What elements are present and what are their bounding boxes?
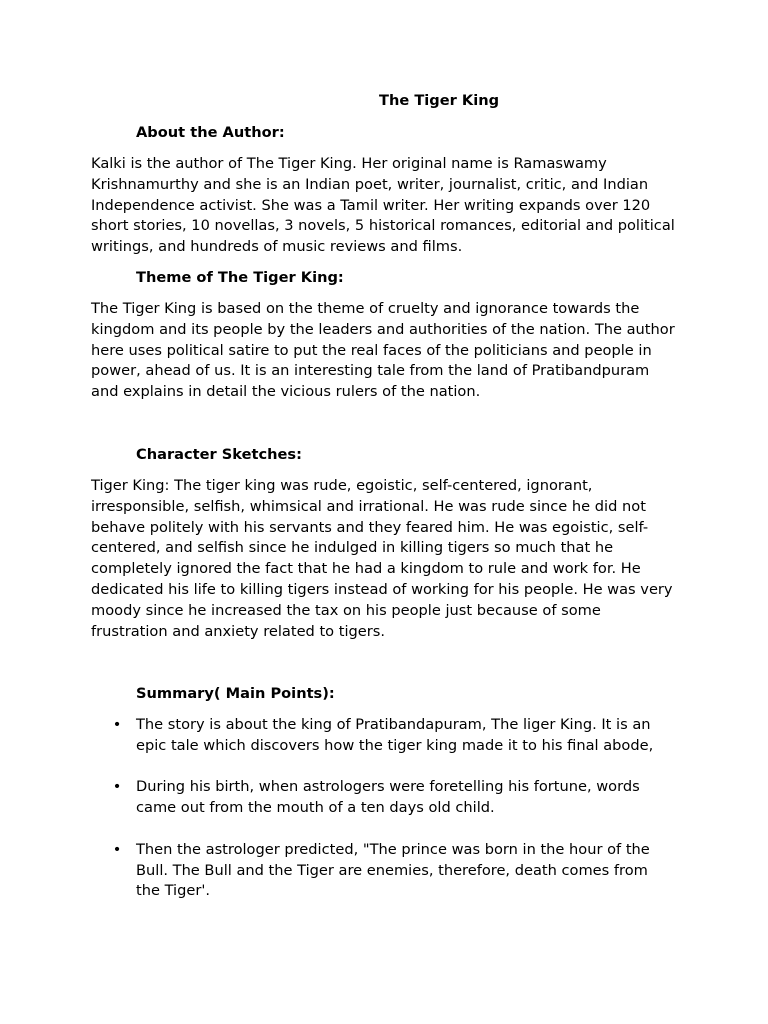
bullet-text: Then the astrologer predicted, "The prince was born in the hour of the Bull. The Bull and the Tiger are enemies, therefore, death comes from the Tiger'. bbox=[136, 840, 650, 900]
character-sketch-paragraph: Tiger King: The tiger king was rude, egoistic, self-centered, ignorant, irresponsible, selfish, whimsical and irrational. He was rude since he did not behave politely with his servants and they feared him. He was egoistic, self-centered, and selfish since he indulged in killing tigers so much that he completely ignored the fact that he had a kingdom to rule and work for. He dedicated his life to killing tigers instead of working for his people. He was very moody since he increased the tax on his people just because of some frustration and anxiety related to tigers. bbox=[91, 477, 673, 640]
bullet-icon: • bbox=[112, 716, 122, 733]
list-item bbox=[0, 715, 676, 757]
list-item bbox=[0, 777, 676, 819]
about-author-heading: About the Author: bbox=[136, 124, 285, 141]
bullet-icon: • bbox=[112, 840, 122, 858]
list-item bbox=[0, 840, 676, 902]
character-sketches-heading: Character Sketches: bbox=[136, 446, 302, 463]
about-author-paragraph: Kalki is the author of The Tiger King. Her original name is Ramaswamy Krishnamurthy and she is an Indian poet, writer, journalist, critic, and Indian Independence activist. She was a Tamil writer. Her writing expands over 120 short stories, 10 novellas, 3 novels, 5 historical romances, editorial and political writings, and hundreds of music reviews and films. bbox=[91, 155, 675, 256]
document-title: The Tiger King bbox=[379, 92, 500, 109]
bullet-text: During his birth, when astrologers were foretelling his fortune, words came out from the mouth of a ten days old child. bbox=[136, 778, 640, 817]
bullet-text: The story is about the king of Pratibandapuram, The liger King. It is an epic tale which discovers how the tiger king made it to his final abode, bbox=[136, 716, 654, 754]
theme-paragraph: The Tiger King is based on the theme of cruelty and ignorance towards the kingdom and its people by the leaders and authorities of the nation. The author here uses political satire to put the real faces of the politicians and people in power, ahead of us. It is an interesting tale from the land of Pratibandpuram and explains in detail the vicious rulers of the nation. bbox=[91, 300, 675, 401]
summary-bullet-list bbox=[0, 715, 768, 923]
theme-heading: Theme of The Tiger King: bbox=[136, 269, 344, 286]
bullet-icon: • bbox=[112, 778, 122, 796]
summary-heading: Summary( Main Points): bbox=[136, 685, 335, 702]
